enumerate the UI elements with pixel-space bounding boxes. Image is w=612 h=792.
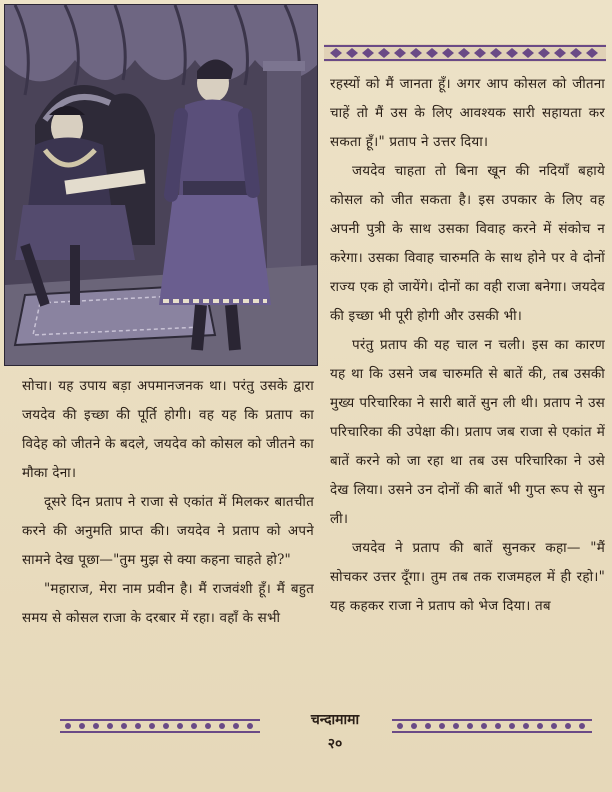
paragraph: रहस्यों को मैं जानता हूँ। अगर आप कोसल को जीतना चाहें तो मैं उस के लिए आवश्यक सारी सहायता कर सकता हूँ।" प्रताप ने उत्तर दिया।	[330, 76, 605, 150]
decorative-border-footer-right	[392, 718, 592, 734]
paragraph: "महाराज, मेरा नाम प्रवीन है। मैं राजवंशी हूँ। मैं बहुत समय से कोसल राजा के दरबार में रहा। वहाँ के सभी	[22, 581, 314, 626]
paragraph: सोचा। यह उपाय बड़ा अपमानजनक था। परंतु उसके द्वारा जयदेव की इच्छा की पूर्ति होगी। वह यह कि प्रताप का विदेह को जीतने के बदले, जयदेव को कोसल को जीतने का मौका देना।	[22, 378, 314, 481]
page-number: २०	[327, 736, 343, 752]
court-scene-drawing	[5, 5, 317, 365]
magazine-title: चन्दामामा	[310, 712, 360, 728]
right-text-column	[330, 70, 605, 710]
paragraph: जयदेव चाहता तो बिना खून की नदियाँ बहाये कोसल को जीत सकता है। इस उपकार के लिए वह अपनी पुत्री के साथ उसका विवाह करने में संकोच न करेगा। उसका विवाह चारुमति के साथ होने पर वे दोनों राज्य एक हो जायेंगे। दोनों का वही राजा बनेगा। जयदेव की इच्छा भी पूरी होगी और उसकी भी।	[330, 163, 605, 324]
paragraph: दूसरे दिन प्रताप ने राजा से एकांत में मिलकर बातचीत करने की अनुमति प्राप्त की। जयदेव ने प्रताप को अपने सामने देख पूछा—"तुम मुझ से क्या कहना चाहते हो?"	[22, 494, 314, 568]
decorative-border-footer-left	[60, 718, 260, 734]
decorative-border-top	[324, 44, 606, 62]
story-illustration	[4, 4, 318, 366]
page-footer	[40, 706, 600, 766]
paragraph: परंतु प्रताप की यह चाल न चली। इस का कारण यह था कि उसने जब चारुमति से बातें की, तब उसकी मुख्य परिचारिका ने सारी बातें सुन ली थी। प्रताप ने उस परिचारिका की उपेक्षा की। प्रताप जब राजा से एकांत में बातें करने को जा रहा था तब उस परिचारिका ने उसे देख लिया। उसने उन दोनों की बातें भी गुप्त रूप से सुन ली।	[330, 337, 605, 527]
left-text-column	[22, 372, 314, 702]
paragraph: जयदेव ने प्रताप की बातें सुनकर कहा— "मैं सोचकर उत्तर दूँगा। तुम तब तक राजमहल में ही रहो।" यह कहकर राजा ने प्रताप को भेज दिया। तब	[330, 540, 605, 614]
